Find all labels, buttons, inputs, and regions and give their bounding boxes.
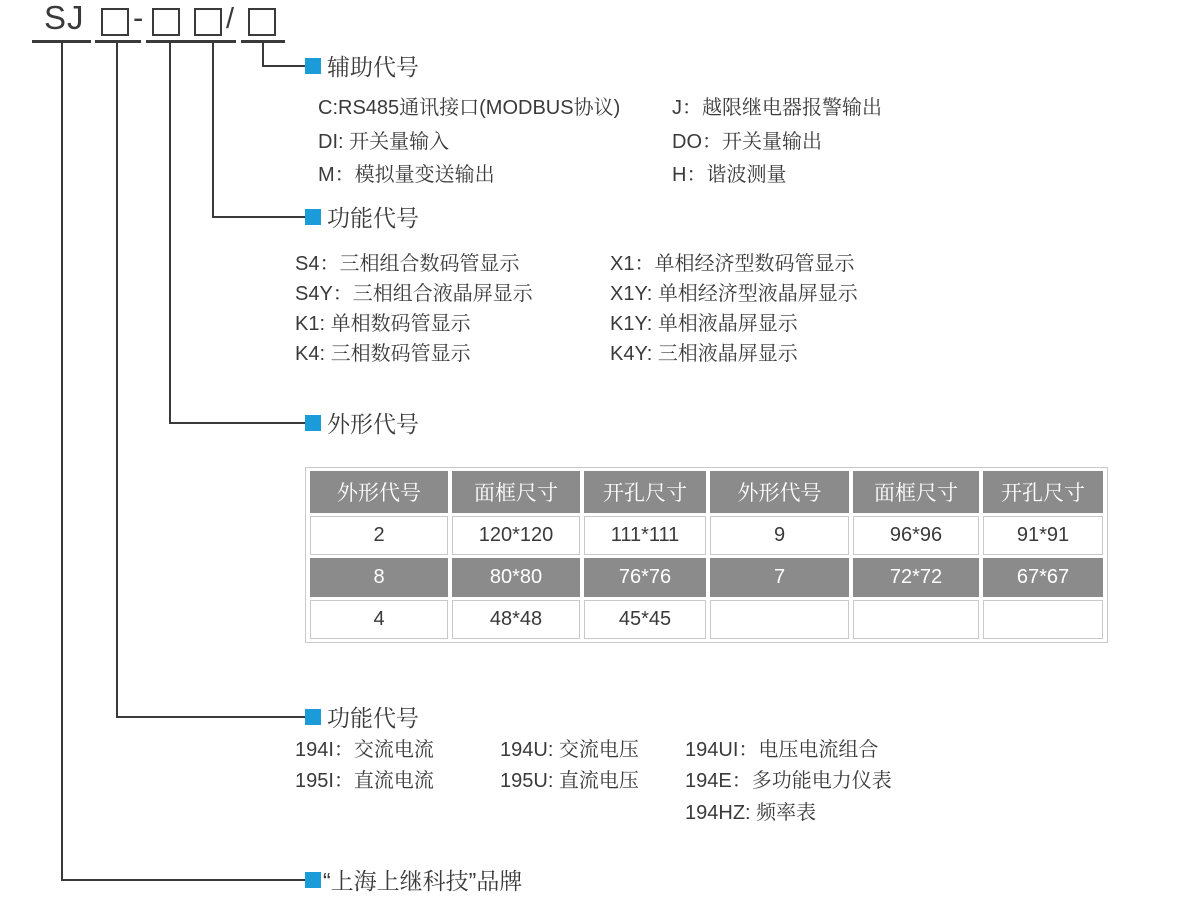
brand-section-bullet-icon [305,872,321,888]
shape-table-cell: 111*111 [584,516,706,555]
auxiliary-item-do: DO：开关量输出 [672,131,822,153]
shape-table-row [310,558,1103,597]
display-section-title: 功能代号 [327,205,419,231]
display-item-k1y: K1Y: 单相液晶屏显示 [610,313,798,335]
shape-table-cell: 76*76 [584,558,706,597]
dash-separator: - [133,0,144,35]
display-item-x1: X1：单相经济型数码管显示 [610,253,855,275]
shape-table-cell: 9 [710,516,849,555]
auxiliary-item-h: H：谐波测量 [672,164,787,186]
function-section-bullet-icon [305,709,321,725]
model-code-box-1 [101,8,129,36]
shape-table-cell: 80*80 [452,558,580,597]
shape-table-header: 开孔尺寸 [584,471,706,513]
model-code-box-3 [194,8,222,36]
shape-table-cell: 91*91 [983,516,1103,555]
shape-section-bullet-icon [305,415,321,431]
model-code-box-2 [152,8,180,36]
shape-table-row [310,600,1103,639]
model-code-box-4 [248,8,276,36]
auxiliary-section-bullet-icon [305,58,321,74]
shape-section-title: 外形代号 [327,411,419,437]
shape-table-row [310,516,1103,555]
shape-table-cell: 67*67 [983,558,1103,597]
slash-separator: / [226,3,235,35]
auxiliary-item-j: J：越限继电器报警输出 [672,97,882,119]
shape-table-header-row [310,471,1103,513]
auxiliary-section-title: 辅助代号 [327,54,419,80]
shape-table-cell: 8 [310,558,448,597]
connector-hline-shape [169,422,305,424]
display-item-k4: K4: 三相数码管显示 [295,343,471,365]
shape-table-cell: 72*72 [853,558,979,597]
shape-table-cell: 4 [310,600,448,639]
connector-hline-function [116,716,305,718]
shape-table-cell [983,600,1103,639]
brand-title: “上海上继科技”品牌 [323,868,523,894]
display-item-s4y: S4Y：三相组合液晶屏显示 [295,283,533,305]
display-item-k1: K1: 单相数码管显示 [295,313,471,335]
shape-table-cell: 2 [310,516,448,555]
shape-table-header: 开孔尺寸 [983,471,1103,513]
function-item-194u: 194U: 交流电压 [500,739,639,761]
shape-table-header: 外形代号 [710,471,849,513]
connector-hline-display [212,216,305,218]
shape-table-cell: 96*96 [853,516,979,555]
connector-vline-auxiliary [262,40,264,67]
display-item-k4y: K4Y: 三相液晶屏显示 [610,343,798,365]
shape-table-cell: 7 [710,558,849,597]
shape-table-cell: 45*45 [584,600,706,639]
shape-table-cell: 120*120 [452,516,580,555]
function-item-194ui: 194UI：电压电流组合 [685,739,879,761]
function-item-194i: 194I：交流电流 [295,739,434,761]
shape-table-cell: 48*48 [452,600,580,639]
function-item-195u: 195U: 直流电压 [500,770,639,792]
auxiliary-item-di: DI: 开关量输入 [318,131,450,153]
connector-vline-brand [61,40,63,881]
display-item-x1y: X1Y: 单相经济型液晶屏显示 [610,283,858,305]
connector-vline-function [116,40,118,718]
model-prefix: SJ [44,0,85,36]
shape-table-header: 外形代号 [310,471,448,513]
display-item-s4: S4：三相组合数码管显示 [295,253,520,275]
auxiliary-item-m: M：模拟量变送输出 [318,164,495,186]
shape-table-header: 面框尺寸 [853,471,979,513]
function-item-194e: 194E：多功能电力仪表 [685,770,892,792]
display-section-bullet-icon [305,209,321,225]
auxiliary-item-c: C:RS485通讯接口(MODBUS协议) [318,97,621,119]
shape-table-cell [710,600,849,639]
connector-vline-display [212,40,214,218]
connector-hline-brand [61,879,305,881]
function-section-title: 功能代号 [327,705,419,731]
function-item-195i: 195I：直流电流 [295,770,434,792]
connector-vline-shape [169,40,171,424]
underline-bar-box-1 [95,40,141,43]
connector-hline-auxiliary [262,65,305,67]
shape-code-table [305,467,1108,643]
function-item-194hz: 194HZ: 频率表 [685,802,817,824]
shape-table-header: 面框尺寸 [452,471,580,513]
shape-table-cell [853,600,979,639]
